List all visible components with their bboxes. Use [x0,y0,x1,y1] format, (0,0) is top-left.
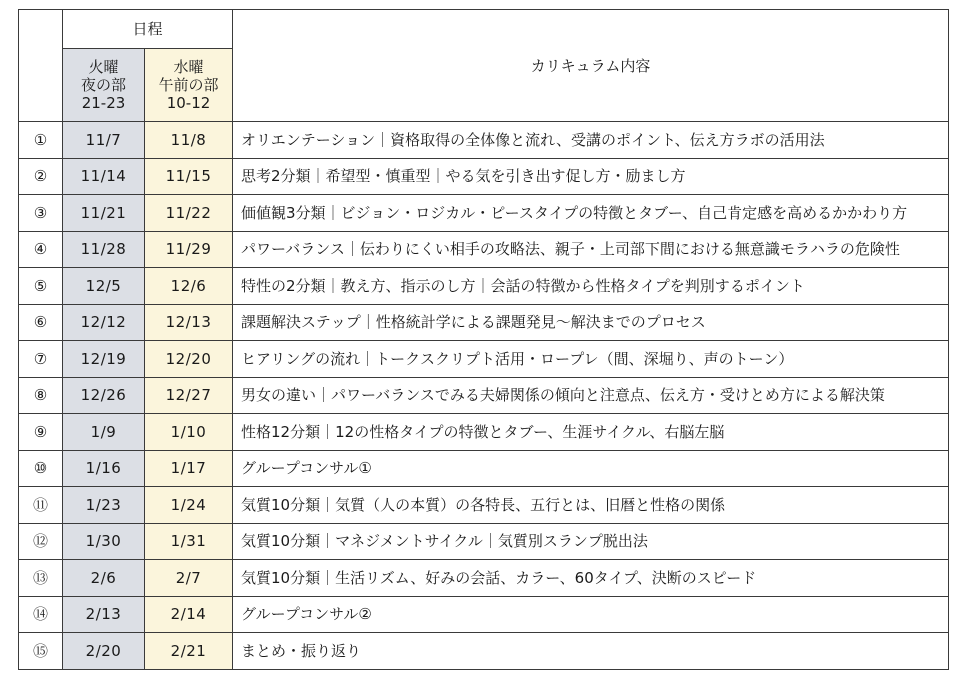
curriculum-content: 気質10分類｜マネジメントサイクル｜気質別スランプ脱出法 [233,523,949,560]
tuesday-date: 12/5 [63,268,145,305]
wednesday-morning-header [145,49,233,122]
curriculum-content: オリエンテーション｜資格取得の全体像と流れ、受講のポイント、伝え方ラボの活用法 [233,122,949,159]
session-number: ⑤ [19,268,63,305]
wednesday-date: 1/17 [145,450,233,487]
wednesday-date: 1/31 [145,523,233,560]
wednesday-date: 1/10 [145,414,233,451]
session-number: ⑫ [19,523,63,560]
tuesday-date: 2/20 [63,633,145,670]
curriculum-header: カリキュラム内容 [233,10,949,122]
header-row-1 [19,10,949,49]
session-number: ⑨ [19,414,63,451]
curriculum-content: 気質10分類｜生活リズム、好みの会話、カラー、60タイプ、決断のスピード [233,560,949,597]
tuesday-date: 12/19 [63,341,145,378]
table-row [19,414,949,451]
wednesday-date: 11/29 [145,231,233,268]
table-row [19,523,949,560]
table-row [19,596,949,633]
session-number: ⑬ [19,560,63,597]
curriculum-content: ヒアリングの流れ｜トークスクリプト活用・ロープレ（間、深堀り、声のトーン） [233,341,949,378]
table-row [19,195,949,232]
wednesday-date: 2/21 [145,633,233,670]
session-number: ⑭ [19,596,63,633]
tuesday-date: 12/26 [63,377,145,414]
wednesday-label: 水曜 [173,58,204,76]
wednesday-date: 12/20 [145,341,233,378]
table-row [19,341,949,378]
curriculum-content: 課題解決ステップ｜性格統計学による課題発見～解決までのプロセス [233,304,949,341]
wednesday-date: 12/13 [145,304,233,341]
tuesday-date: 12/12 [63,304,145,341]
wednesday-date: 12/27 [145,377,233,414]
table-row [19,560,949,597]
curriculum-content: 男女の違い｜パワーバランスでみる夫婦関係の傾向と注意点、伝え方・受けとめ方による解決策 [233,377,949,414]
curriculum-content: 特性の2分類｜教え方、指示のし方｜会話の特徴から性格タイプを判別するポイント [233,268,949,305]
wednesday-date: 11/8 [145,122,233,159]
tuesday-date: 1/23 [63,487,145,524]
wednesday-date: 11/22 [145,195,233,232]
tuesday-date: 11/14 [63,158,145,195]
tuesday-date: 1/9 [63,414,145,451]
schedule-header: 日程 [63,10,233,49]
tuesday-time: 21-23 [81,94,126,112]
table-row [19,633,949,670]
table-row [19,304,949,341]
corner-cell [19,10,63,122]
curriculum-content: グループコンサル① [233,450,949,487]
wednesday-session: 午前の部 [158,76,219,94]
session-number: ⑥ [19,304,63,341]
session-number: ⑪ [19,487,63,524]
curriculum-content: 思考2分類｜希望型・慎重型｜やる気を引き出す促し方・励まし方 [233,158,949,195]
session-number: ② [19,158,63,195]
table-row [19,122,949,159]
table-row [19,450,949,487]
session-number: ⑧ [19,377,63,414]
tuesday-date: 1/16 [63,450,145,487]
curriculum-content: 気質10分類｜気質（人の本質）の各特長、五行とは、旧暦と性格の関係 [233,487,949,524]
table-row [19,487,949,524]
session-number: ⑩ [19,450,63,487]
wednesday-date: 1/24 [145,487,233,524]
session-number: ⑮ [19,633,63,670]
table-row [19,231,949,268]
session-number: ③ [19,195,63,232]
tuesday-label: 火曜 [88,58,119,76]
tuesday-date: 1/30 [63,523,145,560]
table-row [19,377,949,414]
wednesday-time: 10-12 [166,94,211,112]
curriculum-content: グループコンサル② [233,596,949,633]
session-number: ① [19,122,63,159]
tuesday-date: 11/7 [63,122,145,159]
wednesday-date: 2/7 [145,560,233,597]
tuesday-night-header [63,49,145,122]
curriculum-content: まとめ・振り返り [233,633,949,670]
curriculum-content: パワーバランス｜伝わりにくい相手の攻略法、親子・上司部下間における無意識モラハラの危険性 [233,231,949,268]
table-row [19,158,949,195]
wednesday-date: 11/15 [145,158,233,195]
tuesday-session: 夜の部 [80,76,126,94]
curriculum-schedule-table [18,9,949,670]
curriculum-content: 価値観3分類｜ビジョン・ロジカル・ピースタイプの特徴とタブー、自己肯定感を高めるかかわり方 [233,195,949,232]
session-number: ⑦ [19,341,63,378]
curriculum-content: 性格12分類｜12の性格タイプの特徴とタブー、生涯サイクル、右脳左脳 [233,414,949,451]
tuesday-date: 11/28 [63,231,145,268]
table-row [19,268,949,305]
wednesday-date: 12/6 [145,268,233,305]
wednesday-date: 2/14 [145,596,233,633]
session-number: ④ [19,231,63,268]
tuesday-date: 11/21 [63,195,145,232]
tuesday-date: 2/6 [63,560,145,597]
tuesday-date: 2/13 [63,596,145,633]
